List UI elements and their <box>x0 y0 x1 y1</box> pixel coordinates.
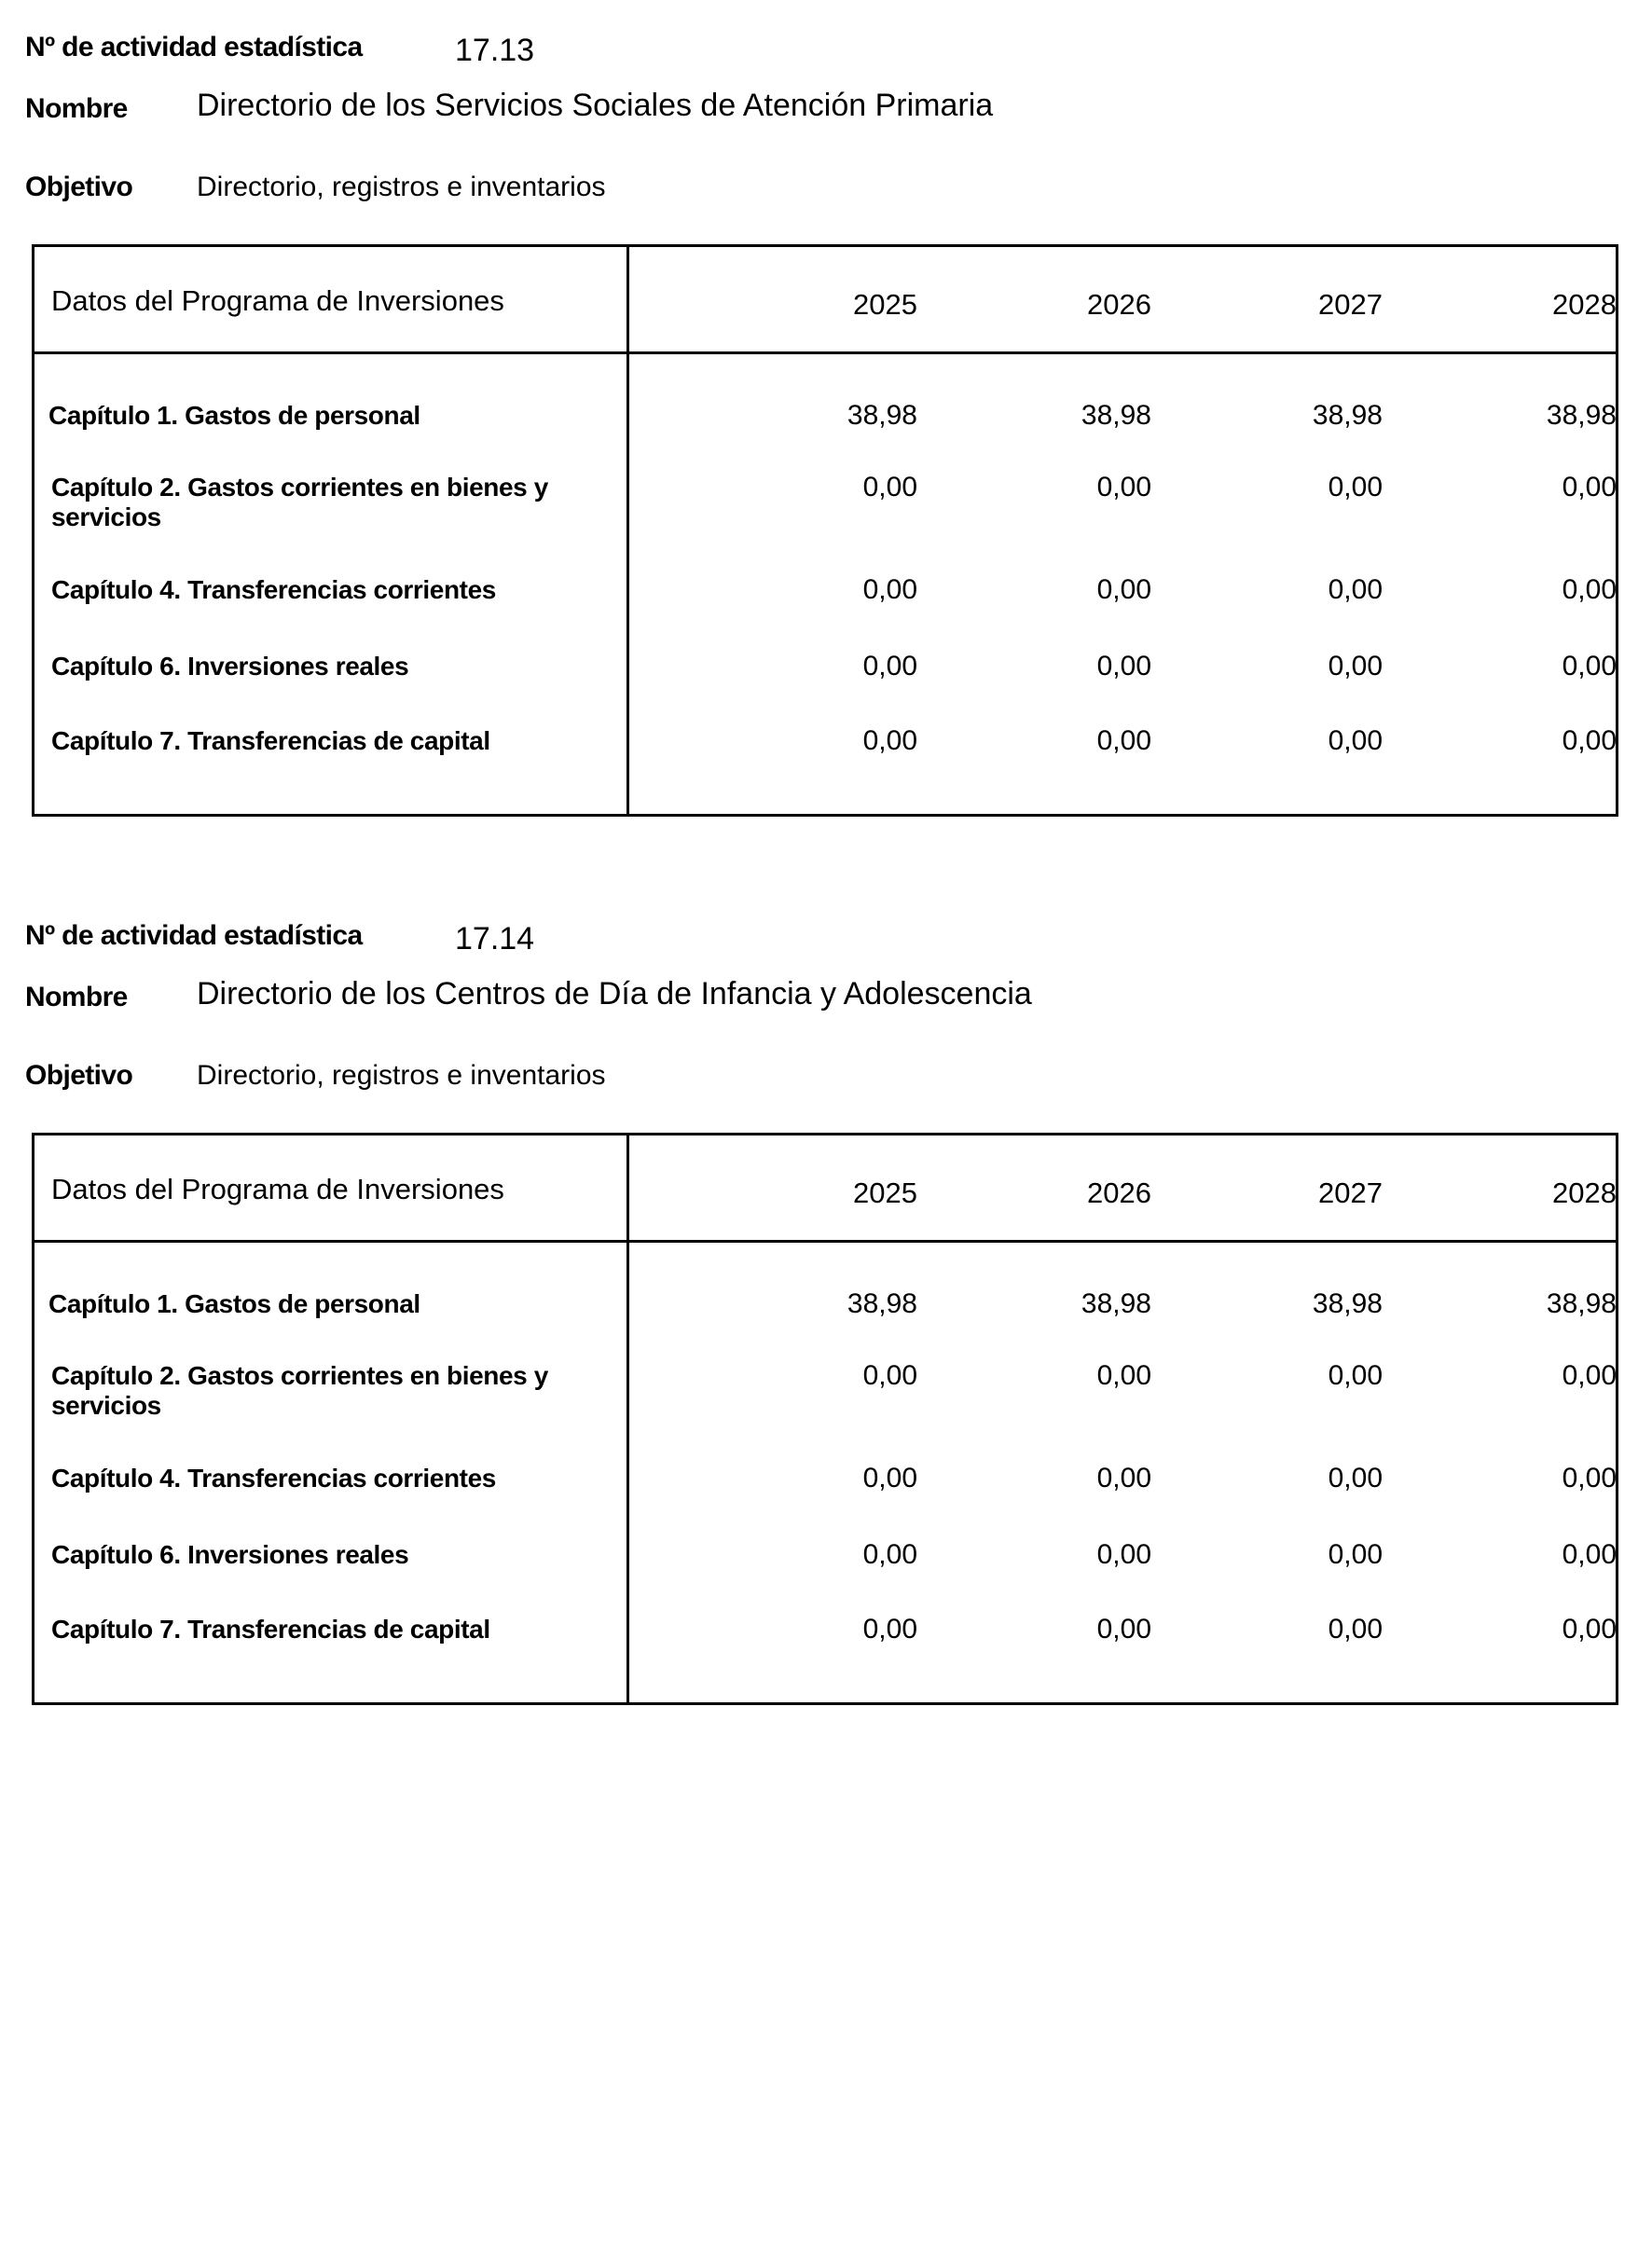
year-header: 2025 <box>853 1177 917 1209</box>
activity-number-value: 17.13 <box>455 33 535 68</box>
row-value: 0,00 <box>1562 1463 1617 1493</box>
row-value: 38,98 <box>1081 400 1151 431</box>
table-header-divider <box>34 351 1616 354</box>
row-value: 0,00 <box>1096 1360 1151 1391</box>
table-header-divider <box>34 1240 1616 1243</box>
name-label: Nombre <box>25 93 128 124</box>
name-value: Directorio de los Servicios Sociales de Atención Primaria <box>197 88 994 123</box>
row-label: Capítulo 4. Transferencias corrientes <box>51 575 496 604</box>
row-label: Capítulo 7. Transferencias de capital <box>51 1615 490 1644</box>
investment-table <box>32 1133 1618 1705</box>
activity-number-label: Nº de actividad estadística <box>25 32 363 62</box>
year-header: 2026 <box>1087 1177 1151 1209</box>
row-value: 0,00 <box>1562 574 1617 605</box>
row-value: 0,00 <box>1096 725 1151 756</box>
row-value: 0,00 <box>1328 1360 1383 1391</box>
year-header: 2027 <box>1318 1177 1383 1209</box>
row-value: 0,00 <box>1328 472 1383 502</box>
row-value: 0,00 <box>1096 1539 1151 1570</box>
row-value: 0,00 <box>1328 1614 1383 1645</box>
row-label: Capítulo 4. Transferencias corrientes <box>51 1464 496 1493</box>
table-header-label: Datos del Programa de Inversiones <box>51 284 504 317</box>
row-value: 0,00 <box>1328 651 1383 681</box>
row-value: 0,00 <box>862 1360 917 1391</box>
objective-value: Directorio, registros e inventarios <box>197 1060 606 1091</box>
objective-label: Objetivo <box>25 1060 133 1091</box>
row-value: 0,00 <box>862 1614 917 1645</box>
activity-block <box>0 888 1652 1765</box>
year-header: 2028 <box>1552 288 1617 321</box>
row-label: Capítulo 1. Gastos de personal <box>48 401 420 430</box>
row-label: Capítulo 2. Gastos corrientes en bienes y servicios <box>51 1361 548 1420</box>
activity-number-value: 17.14 <box>455 921 535 956</box>
row-value: 38,98 <box>1312 400 1383 431</box>
row-value: 0,00 <box>1096 574 1151 605</box>
row-value: 0,00 <box>1562 1614 1617 1645</box>
row-label: Capítulo 2. Gastos corrientes en bienes y servicios <box>51 473 548 531</box>
row-value: 0,00 <box>1096 651 1151 681</box>
row-label: Capítulo 6. Inversiones reales <box>51 1540 409 1569</box>
activity-block <box>0 0 1652 876</box>
row-value: 38,98 <box>1312 1288 1383 1319</box>
row-value: 38,98 <box>847 1288 917 1319</box>
row-value: 0,00 <box>862 725 917 756</box>
row-value: 0,00 <box>1328 1539 1383 1570</box>
year-header: 2028 <box>1552 1177 1617 1209</box>
objective-label: Objetivo <box>25 172 133 202</box>
row-value: 0,00 <box>862 472 917 502</box>
row-value: 0,00 <box>1096 472 1151 502</box>
activity-number-label: Nº de actividad estadística <box>25 920 363 951</box>
objective-value: Directorio, registros e inventarios <box>197 172 606 202</box>
row-value: 38,98 <box>1081 1288 1151 1319</box>
row-value: 0,00 <box>1562 1360 1617 1391</box>
row-value: 0,00 <box>862 651 917 681</box>
name-label: Nombre <box>25 982 128 1012</box>
table-column-divider <box>626 247 629 814</box>
row-value: 0,00 <box>1562 1539 1617 1570</box>
year-header: 2027 <box>1318 288 1383 321</box>
row-label: Capítulo 1. Gastos de personal <box>48 1289 420 1318</box>
row-value: 38,98 <box>1546 1288 1617 1319</box>
table-column-divider <box>626 1135 629 1702</box>
row-value: 0,00 <box>1328 574 1383 605</box>
row-label: Capítulo 6. Inversiones reales <box>51 652 409 681</box>
table-header-label: Datos del Programa de Inversiones <box>51 1173 504 1205</box>
row-value: 0,00 <box>1562 725 1617 756</box>
row-value: 38,98 <box>847 400 917 431</box>
row-value: 0,00 <box>862 1463 917 1493</box>
row-value: 0,00 <box>1096 1463 1151 1493</box>
row-value: 0,00 <box>1328 725 1383 756</box>
row-label: Capítulo 7. Transferencias de capital <box>51 726 490 755</box>
investment-table <box>32 244 1618 817</box>
row-value: 0,00 <box>1562 472 1617 502</box>
year-header: 2026 <box>1087 288 1151 321</box>
row-value: 0,00 <box>862 574 917 605</box>
year-header: 2025 <box>853 288 917 321</box>
row-value: 0,00 <box>1328 1463 1383 1493</box>
row-value: 0,00 <box>862 1539 917 1570</box>
row-value: 0,00 <box>1562 651 1617 681</box>
name-value: Directorio de los Centros de Día de Infancia y Adolescencia <box>197 976 1032 1012</box>
row-value: 0,00 <box>1096 1614 1151 1645</box>
row-value: 38,98 <box>1546 400 1617 431</box>
